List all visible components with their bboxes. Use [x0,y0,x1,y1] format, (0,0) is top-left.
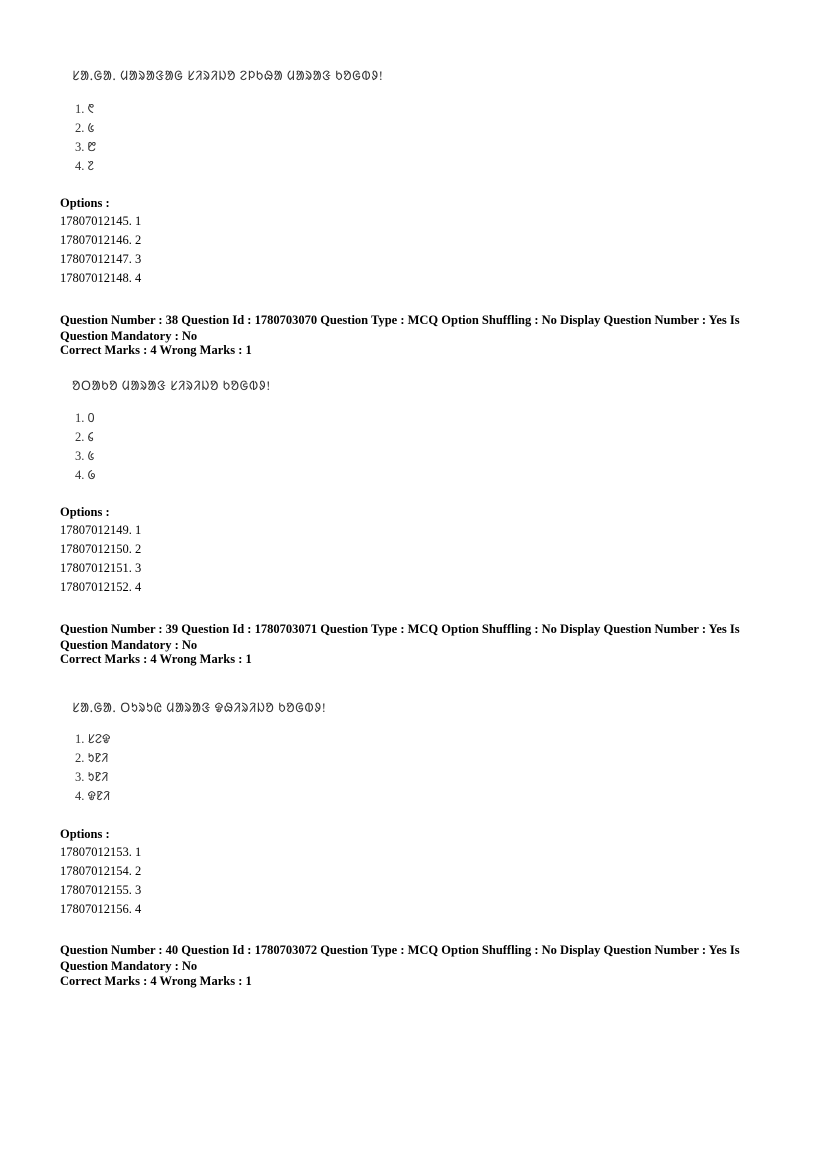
option-id-2: 17807012154. 2 [60,864,142,878]
choice-4: 4. ᱙ [75,468,96,482]
choice-3: 3. ᱩᱱᱤ [75,770,109,784]
choice-4: 4. ᱗ [75,159,94,173]
question-text: ᱥᱟᱹᱜᱟᱹ ᱢᱟᱨᱟᱝᱟᱜ ᱥᱤᱨᱤᱡᱚ ᱮᱞᱠᱷᱟ ᱢᱟᱨᱟᱝ ᱠᱚᱜᱵᱽ! [72,68,384,83]
choice-2: 2. ᱩᱱᱤ [75,751,109,765]
option-id-3: 17807012155. 3 [60,883,142,897]
question-header [60,942,760,974]
option-id-4: 17807012152. 4 [60,580,142,594]
option-id-2: 17807012146. 2 [60,233,142,247]
option-id-1: 17807012149. 1 [60,523,142,537]
choice-1: 1. ᱐ [75,411,95,425]
option-id-4: 17807012156. 4 [60,902,142,916]
choice-2: 2. ᱔ [75,430,94,444]
marks-line: Correct Marks : 4 Wrong Marks : 1 [60,652,252,666]
option-id-1: 17807012153. 1 [60,845,142,859]
question-text: ᱥᱟᱹᱜᱟᱹ ᱛᱩᱨᱩᱭ ᱢᱟᱨᱟᱝ ᱫᱷᱤᱨᱤᱡᱚ ᱠᱚᱜᱵᱽ! [72,700,327,715]
question-header-line2: Question Mandatory : No [60,638,198,652]
option-id-4: 17807012148. 4 [60,271,142,285]
option-id-3: 17807012147. 3 [60,252,142,266]
choice-1: 1. ᱖ [75,102,94,116]
question-header-line1: Question Number : 39 Question Id : 1780703071 Question Type : MCQ Option Shuffling : No Display Question Number : Yes Is [60,622,740,636]
question-header-line1: Question Number : 40 Question Id : 1780703072 Question Type : MCQ Option Shuffling : No Display Question Number : Yes Is [60,943,740,957]
choice-2: 2. ᱕ [75,121,95,135]
options-label: Options : [60,196,110,210]
choice-4: 4. ᱫᱱᱤ [75,789,111,803]
question-header-line1: Question Number : 38 Question Id : 1780703070 Question Type : MCQ Option Shuffling : No Display Question Number : Yes Is [60,313,740,327]
question-header [60,621,760,653]
option-id-2: 17807012150. 2 [60,542,142,556]
choice-3: 3. ᱘ [75,140,96,154]
question-header-line2: Question Mandatory : No [60,329,198,343]
marks-line: Correct Marks : 4 Wrong Marks : 1 [60,343,252,357]
option-id-1: 17807012145. 1 [60,214,142,228]
choice-1: 1. ᱥᱮᱫ [75,732,111,746]
options-label: Options : [60,827,110,841]
marks-line: Correct Marks : 4 Wrong Marks : 1 [60,974,252,988]
option-id-3: 17807012151. 3 [60,561,142,575]
question-header-line2: Question Mandatory : No [60,959,198,973]
question-text: ᱚᱛᱟᱠᱚ ᱢᱟᱨᱟᱝ ᱥᱤᱨᱤᱡᱚ ᱠᱚᱜᱵᱽ! [72,378,271,393]
choice-3: 3. ᱕ [75,449,95,463]
question-header [60,312,760,344]
options-label: Options : [60,505,110,519]
